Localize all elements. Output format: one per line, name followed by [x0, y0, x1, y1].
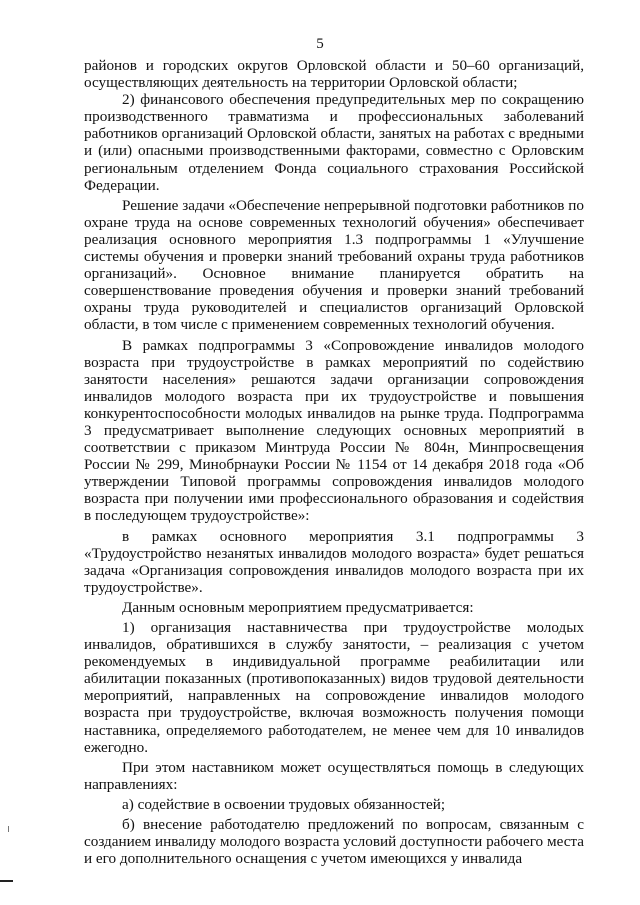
margin-line-mark — [0, 880, 13, 882]
list-item-a: а) содействие в освоении трудовых обязанностей; — [122, 795, 446, 813]
paragraph-measure-intro: Данным основным мероприятием предусматривается: — [122, 598, 474, 616]
paragraph-training-task: Решение задачи «Обеспечение непрерывной подготовки работников по охране труда на основе современных технологий обучения» обеспечивает реализация основного мероприятия 1.3 подпрограммы 1 «Улучшение системы обучения и проверки знаний требований охраны труда работников организаций». Основное внимание планируется обратить на совершенствование проведения обучения и проверки знаний требований охраны труда руководителей и специалистов организаций Орловской области, в том числе с применением современных технологий обучения. — [84, 196, 584, 334]
list-item-b: б) внесение работодателю предложений по вопросам, связанным с созданием инвалиду молодого возраста условий доступности рабочего места и его дополнительного оснащения с учетом имеющихся у инвалида — [84, 816, 584, 868]
document-body — [84, 57, 584, 867]
paragraph-subprogram-3: В рамках подпрограммы 3 «Сопровождение инвалидов молодого возраста при трудоустройстве в рамках мероприятий по содействию занятости населения» решаются задачи организации сопровождения инвалидов молодого возраста при их трудоустройстве и повышения конкурентоспособности молодых инвалидов на рынке труда. Подпрограмма 3 предусматривает выполнение следующих основных мероприятий в соответствии с приказом Минтруда России № 804н, Минпросвещения России № 299, Минобрнауки России № 1154 от 14 декабря 2018 года «Об утверждении Типовой программы сопровождения инвалидов молодого возраста при получении ими профессионального образования и содействия в последующем трудоустройстве»: — [84, 336, 584, 525]
margin-tick-mark — [8, 826, 9, 832]
paragraph-mentor-help: При этом наставником может осуществляться помощь в следующих направлениях: — [84, 758, 584, 793]
paragraph-measure-3-1: в рамках основного мероприятия 3.1 подпрограммы 3 «Трудоустройство незанятых инвалидов молодого возраста» будет решаться задача «Организация сопровождения инвалидов молодого возраста при их трудоустройстве». — [84, 527, 584, 596]
paragraph-financial-support: 2) финансового обеспечения предупредительных мер по сокращению производственного травматизма и профессиональных заболеваний работников организаций Орловской области, занятых на работах с вредными и (или) опасными производственными факторами, совместно с Орловским региональным отделением Фонда социального страхования Российской Федерации. — [84, 91, 584, 194]
paragraph-continuation: районов и городских округов Орловской области и 50–60 организаций, осуществляющих деятельность на территории Орловской области; — [84, 57, 584, 92]
paragraph-mentoring: 1) организация наставничества при трудоустройстве молодых инвалидов, обратившихся в службу занятости, – реализация с учетом рекомендуемых в индивидуальной программе реабилитации или абилитации показанных (противопоказанных) видов трудовой деятельности мероприятий, направленных на сопровождение инвалидов молодого возраста при трудоустройстве, включая возможность получения помощи наставника, определяемого работодателем, не менее чем для 10 инвалидов ежегодно. — [84, 619, 584, 756]
page-number: 5 — [316, 36, 324, 52]
